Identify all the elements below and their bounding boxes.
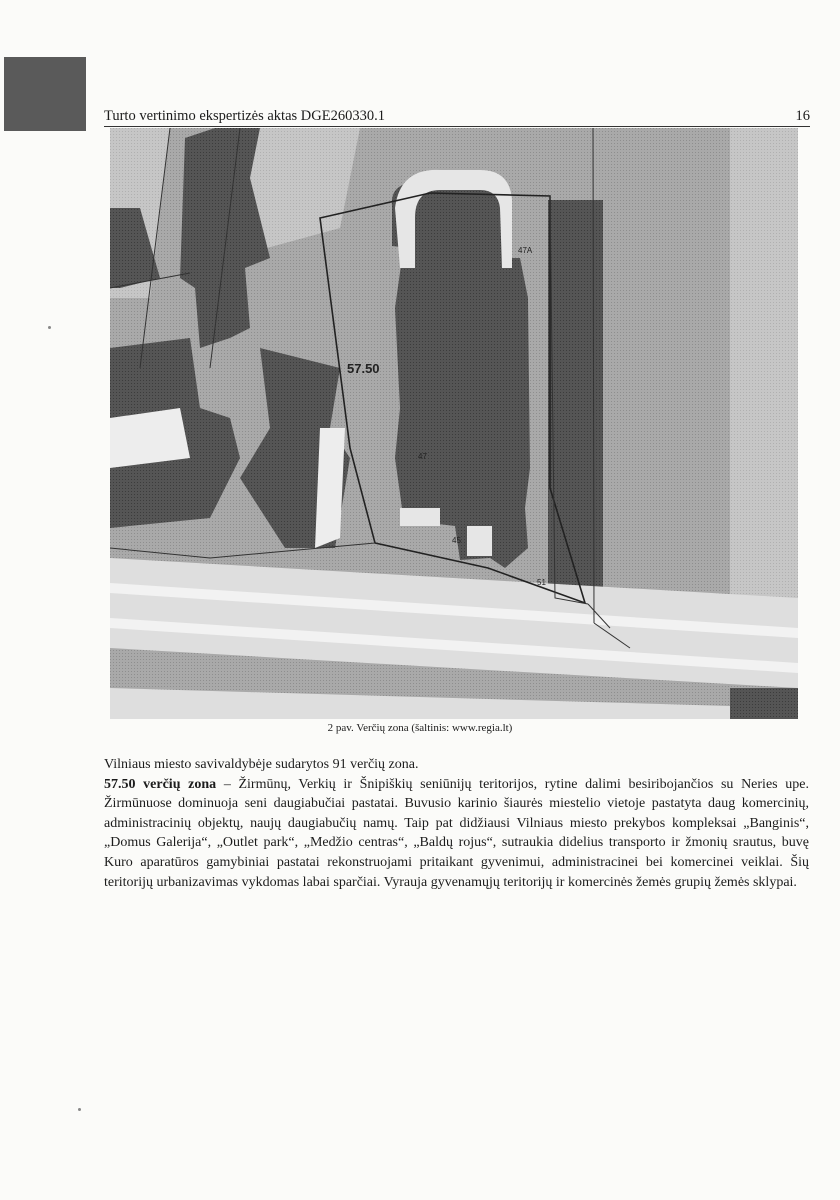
plot-label: 47A <box>518 246 533 255</box>
value-zone-map <box>110 128 798 719</box>
map-image <box>110 128 798 719</box>
zone-description: – Žirmūnų, Verkių ir Šnipiškių seniūnijų teritorijos, rytine dalimi besiribojančios su Neries upe. Žirmūnuose dominuoja seni daugiabučiai pastatai. Buvusio karinio šiaurės miestelio vietoje pastatyta daug komercinių, administracinių objektų, naujų daugiabučių namų. Taip pat didžiausi Vilniaus miesto prekybos kompleksai „Banginis“, „Domus Galerija“, „Outlet park“, „Medžio centras“, „Baldų rojus“, sutraukia didelius transporto ir žmonių srautus, buvę Kuro aparatūros gamybiniai pastatai rekonstruojami pritaikant gyvenimui, administracinei bei komercinei veiklai. Šių teritorijų urbanizavimas vykdomas labai sparčiai. Vyrauja gyvenamųjų teritorijų ir komercinės žemės grupių žemės sklypai. <box>104 776 809 890</box>
zone-paragraph <box>104 775 809 893</box>
scan-speck <box>48 326 51 329</box>
scan-speck <box>78 1108 81 1111</box>
body-text <box>104 755 809 892</box>
document-title: Turto vertinimo ekspertizės aktas DGE260330.1 <box>104 108 385 124</box>
east-building <box>548 200 603 630</box>
plot-label: 45 <box>452 536 461 545</box>
figure-caption: 2 pav. Verčių zona (šaltinis: www.regia.lt) <box>327 722 513 734</box>
page-header <box>104 106 810 127</box>
zone-heading: 57.50 verčių zona <box>104 776 217 792</box>
plot-label: 47 <box>418 452 427 461</box>
scan-marker <box>4 57 86 131</box>
page-number: 16 <box>795 108 810 124</box>
zone-number-label: 57.50 <box>347 361 380 376</box>
plot-label: 51 <box>537 578 546 587</box>
intro-paragraph: Vilniaus miesto savivaldybėje sudarytos 91 verčių zona. <box>104 757 419 772</box>
